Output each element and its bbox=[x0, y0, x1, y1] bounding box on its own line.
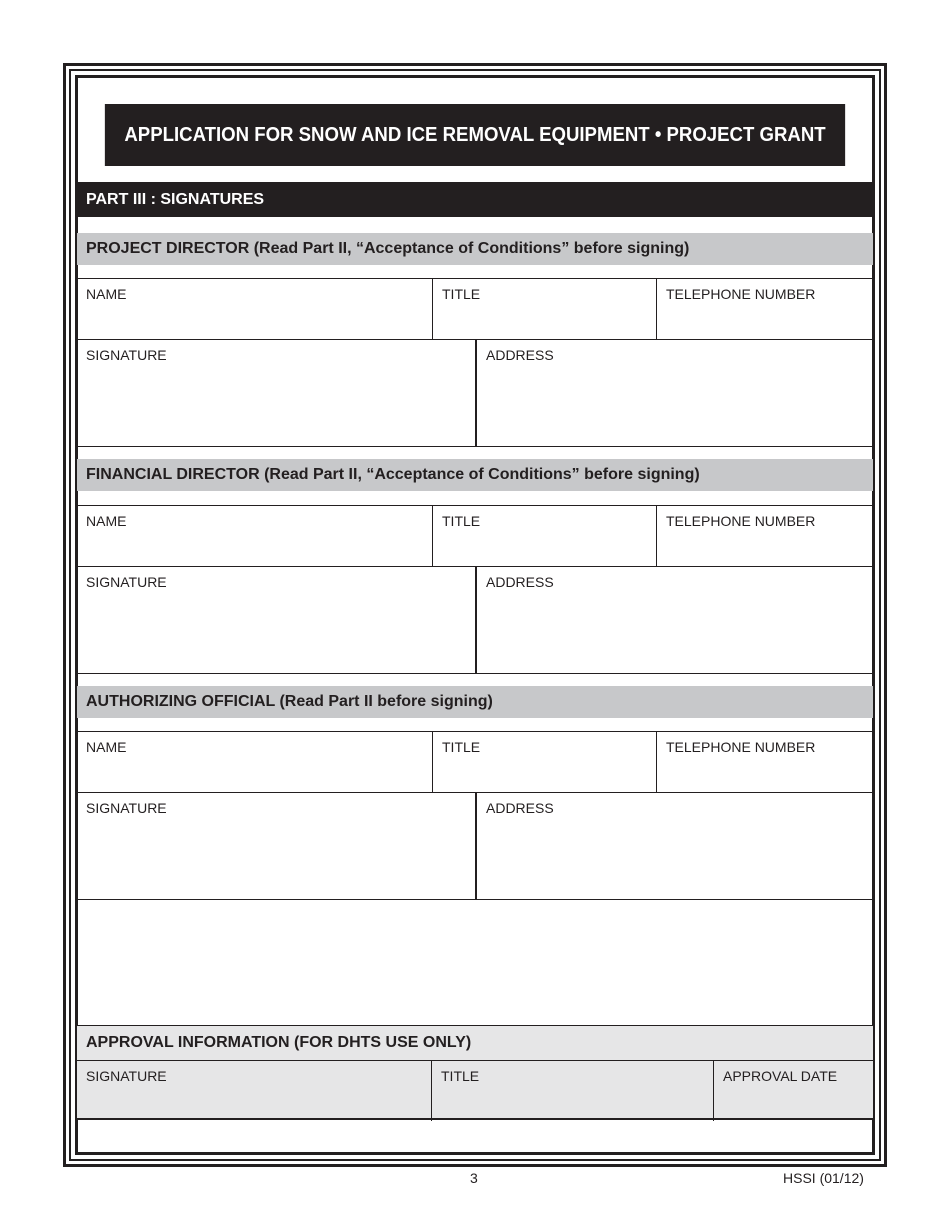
project-director-title-field[interactable]: TITLE bbox=[432, 279, 656, 339]
authorizing-official-row-2 bbox=[77, 792, 873, 900]
form-title: APPLICATION FOR SNOW AND ICE REMOVAL EQUIPMENT • PROJECT GRANT bbox=[124, 123, 826, 146]
project-director-row-2 bbox=[77, 339, 873, 447]
approval-heading: APPROVAL INFORMATION (FOR DHTS USE ONLY) bbox=[77, 1026, 873, 1061]
project-director-row-1 bbox=[77, 278, 873, 339]
financial-director-title-field[interactable]: TITLE bbox=[432, 506, 656, 566]
approval-date-field[interactable]: APPROVAL DATE bbox=[713, 1061, 873, 1121]
project-director-address-field[interactable]: ADDRESS bbox=[475, 340, 873, 446]
authorizing-official-address-field[interactable]: ADDRESS bbox=[475, 793, 873, 899]
financial-director-phone-field[interactable]: TELEPHONE NUMBER bbox=[656, 506, 873, 566]
page-number: 3 bbox=[470, 1170, 478, 1186]
project-director-signature-field[interactable]: SIGNATURE bbox=[86, 347, 167, 363]
financial-director-row-1 bbox=[77, 505, 873, 566]
part-heading: PART III : SIGNATURES bbox=[77, 182, 873, 217]
financial-director-signature-field[interactable]: SIGNATURE bbox=[86, 574, 167, 590]
form-code: HSSI (01/12) bbox=[783, 1170, 864, 1186]
financial-director-row-2 bbox=[77, 566, 873, 674]
authorizing-official-phone-field[interactable]: TELEPHONE NUMBER bbox=[656, 732, 873, 792]
section-heading-authorizing-official: AUTHORIZING OFFICIAL (Read Part II before signing) bbox=[77, 686, 873, 718]
authorizing-official-row-1 bbox=[77, 731, 873, 792]
authorizing-official-title-field[interactable]: TITLE bbox=[432, 732, 656, 792]
section-heading-project-director: PROJECT DIRECTOR (Read Part II, “Acceptance of Conditions” before signing) bbox=[77, 233, 873, 265]
form-title-bar bbox=[105, 104, 845, 166]
project-director-name-field[interactable]: NAME bbox=[86, 286, 127, 302]
approval-signature-field[interactable]: SIGNATURE bbox=[86, 1068, 167, 1084]
approval-row bbox=[77, 1061, 873, 1121]
authorizing-official-name-field[interactable]: NAME bbox=[86, 739, 127, 755]
section-heading-financial-director: FINANCIAL DIRECTOR (Read Part II, “Acceptance of Conditions” before signing) bbox=[77, 459, 873, 491]
financial-director-address-field[interactable]: ADDRESS bbox=[475, 567, 873, 673]
approval-title-field[interactable]: TITLE bbox=[431, 1061, 713, 1121]
approval-block bbox=[77, 1025, 873, 1120]
financial-director-name-field[interactable]: NAME bbox=[86, 513, 127, 529]
project-director-phone-field[interactable]: TELEPHONE NUMBER bbox=[656, 279, 873, 339]
authorizing-official-signature-field[interactable]: SIGNATURE bbox=[86, 800, 167, 816]
